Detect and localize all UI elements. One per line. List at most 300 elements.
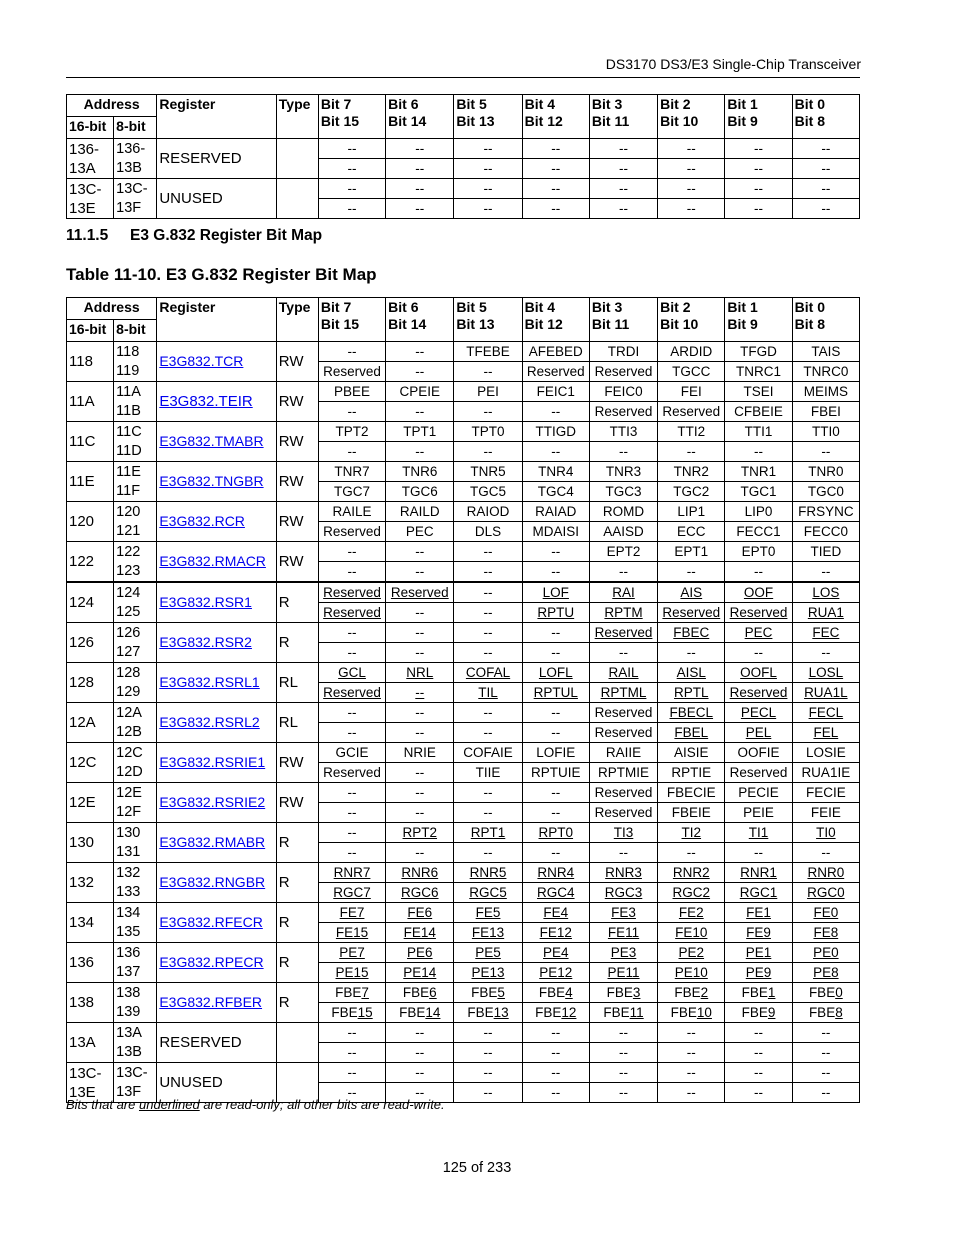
header-bit-high-label: Bit 11 [591, 113, 630, 129]
reserved-bit-map-table [66, 94, 860, 219]
page-number: 125 of 233 [442, 1160, 512, 1176]
bit-name: PE4 [543, 945, 569, 960]
bit-cell [658, 703, 725, 723]
header-bit-0 [792, 95, 859, 139]
bit-cell [658, 402, 725, 422]
bit-cell [658, 663, 725, 683]
register-row [67, 743, 860, 763]
register-type: R [276, 903, 318, 943]
register-link[interactable]: E3G832.RSRL2 [159, 714, 260, 730]
register-link[interactable]: E3G832.TNGBR [159, 473, 264, 489]
register-link[interactable]: E3G832.TEIR [159, 393, 253, 410]
bit-name: RGC4 [537, 885, 575, 900]
bit-cell [658, 823, 725, 843]
bit-name: PE8 [813, 965, 839, 980]
bit-name: TSEI [743, 384, 774, 399]
address-16bit: 13C- 13E [67, 1063, 114, 1103]
address-16bit: 13C- 13E [67, 179, 114, 219]
bit-cell [454, 623, 522, 643]
footnote-underlined-word: underlined [138, 1097, 200, 1112]
bit-name: LIP1 [677, 504, 706, 519]
bit-name: PE1 [745, 945, 772, 960]
bit-cell [658, 462, 725, 482]
bit-name: AISIE [674, 745, 709, 760]
bit-name: FE13 [471, 925, 505, 940]
bit-cell [522, 643, 589, 663]
bit-prefix: FBE [808, 985, 836, 1000]
bit-name: FBECIE [666, 785, 716, 800]
bit-cell [522, 442, 589, 462]
address-16bit: 122 [67, 542, 114, 583]
bit-cell [725, 763, 792, 783]
bit-cell [658, 482, 725, 502]
address-16bit: 136 [67, 943, 114, 983]
bit-cell [318, 863, 385, 883]
bit-cell [792, 703, 859, 723]
bit-name: TTI3 [609, 424, 638, 439]
header-bit-high-label: Bit 14 [388, 316, 427, 332]
header-bit-5 [454, 298, 522, 342]
register-name-cell [157, 703, 276, 743]
bit-cell [725, 139, 792, 159]
bit-cell [658, 1063, 725, 1083]
bit-cell [658, 1003, 725, 1023]
register-name-cell [157, 179, 276, 219]
header-bit-1 [725, 298, 792, 342]
bit-cell [792, 603, 859, 623]
bit-cell [318, 743, 385, 763]
header-bit-low-label: Bit 1 [727, 299, 758, 315]
bit-cell [792, 342, 859, 362]
bit-cell [386, 723, 454, 743]
register-type: R [276, 863, 318, 903]
bit-cell [792, 763, 859, 783]
bit-name: TFGD [740, 344, 777, 359]
bit-cell [725, 1043, 792, 1063]
bit-cell [658, 723, 725, 743]
bit-name: PECL [740, 705, 777, 720]
address-16bit: 126 [67, 623, 114, 663]
bit-name: PE15 [335, 965, 369, 980]
bit-cell [386, 159, 454, 179]
bit-name: RPT1 [470, 825, 506, 840]
register-name: UNUSED [159, 190, 223, 207]
bit-name: -- [347, 1025, 357, 1040]
bit-cell [522, 542, 589, 562]
register-link[interactable]: E3G832.RSRIE2 [159, 794, 266, 810]
bit-cell [589, 1023, 657, 1043]
bit-cell [318, 362, 385, 382]
bit-name: -- [551, 564, 561, 579]
bit-digits: 0 [835, 985, 843, 1000]
bit-cell [658, 923, 725, 943]
bit-prefix: FBE [399, 1005, 426, 1020]
header-bit-low-label: Bit 1 [727, 96, 758, 112]
bit-cell [725, 723, 792, 743]
register-name-cell [157, 663, 276, 703]
bit-name: Reserved [594, 785, 653, 800]
address-8bit: 136- 13B [114, 139, 157, 179]
register-row [67, 823, 860, 843]
bit-name: -- [551, 1065, 561, 1080]
bit-cell [725, 683, 792, 703]
bit-name: -- [619, 1045, 629, 1060]
bit-cell [318, 683, 385, 703]
header-bit-high-label: Bit 8 [794, 113, 826, 129]
bit-cell [386, 1043, 454, 1063]
bit-cell [522, 1063, 589, 1083]
bit-name: TNRC0 [803, 364, 849, 379]
bit-name: COFAL [465, 665, 511, 680]
register-link[interactable]: E3G832.TMABR [159, 433, 264, 449]
bit-cell [522, 983, 589, 1003]
bit-name: -- [347, 825, 357, 840]
register-type: R [276, 623, 318, 663]
bit-cell [658, 422, 725, 442]
bit-cell [454, 199, 522, 219]
bit-name: -- [483, 544, 493, 559]
bit-cell [386, 179, 454, 199]
register-name: UNUSED [159, 1074, 223, 1091]
bit-name: LOFL [538, 665, 573, 680]
bit-cell [792, 482, 859, 502]
bit-name: RGC0 [807, 885, 845, 900]
bit-cell [658, 139, 725, 159]
address-8bit: 13C- 13F [114, 179, 157, 219]
bit-name: Reserved [594, 404, 653, 419]
bit-cell [725, 159, 792, 179]
bit-cell [386, 522, 454, 542]
bit-name: -- [551, 404, 561, 419]
bit-name: FE8 [813, 925, 839, 940]
header-address: Address [67, 298, 157, 320]
register-name-cell [157, 502, 276, 542]
bit-cell [386, 442, 454, 462]
bit-cell [522, 1043, 589, 1063]
bit-name: AAISD [603, 524, 644, 539]
bit-cell [454, 562, 522, 583]
bit-cell [725, 803, 792, 823]
register-name-cell [157, 342, 276, 382]
register-link[interactable]: E3G832.RSR2 [159, 634, 252, 650]
bit-cell [725, 663, 792, 683]
bit-name: -- [686, 141, 696, 156]
register-link[interactable]: E3G832.RSR1 [159, 594, 252, 610]
bit-cell [725, 903, 792, 923]
bit-cell [454, 843, 522, 863]
register-link[interactable]: E3G832.RFBER [159, 994, 263, 1010]
bit-cell [386, 1003, 454, 1023]
bit-cell [318, 1043, 385, 1063]
bit-cell [386, 703, 454, 723]
register-type: R [276, 582, 318, 623]
bit-cell [589, 422, 657, 442]
bit-cell [589, 199, 657, 219]
bit-cell [318, 1023, 385, 1043]
bit-cell [589, 963, 657, 983]
header-rule [66, 77, 860, 78]
bit-name: RGC5 [469, 885, 507, 900]
bit-cell [792, 139, 859, 159]
bit-name: RAIAD [535, 504, 577, 519]
bit-name: TNR0 [808, 464, 844, 479]
bit-name: RNR7 [333, 865, 371, 880]
bit-prefix: FBE [670, 1005, 697, 1020]
bit-name: -- [551, 1025, 561, 1040]
bit-name: -- [415, 564, 425, 579]
header-bit-low-label: Bit 4 [524, 299, 556, 315]
register-link[interactable]: E3G832.RCR [159, 513, 245, 529]
bit-name: DLS [474, 524, 502, 539]
bit-name: -- [619, 201, 629, 216]
bit-name: MEIMS [803, 384, 848, 399]
bit-cell [454, 903, 522, 923]
bit-cell [589, 943, 657, 963]
bit-name: PE5 [475, 945, 501, 960]
bit-cell [589, 562, 657, 583]
bit-name: -- [754, 1065, 764, 1080]
register-type: RW [276, 382, 318, 422]
register-link[interactable]: E3G832.RSRL1 [159, 674, 260, 690]
bit-cell [589, 743, 657, 763]
bit-name: RNR1 [740, 865, 777, 880]
register-link[interactable]: E3G832.TCR [159, 353, 244, 369]
bit-cell [589, 763, 657, 783]
header-bit-high-label: Bit 13 [456, 113, 495, 129]
header-bit-high-label: Bit 9 [727, 113, 758, 129]
bit-cell [386, 663, 454, 683]
bit-cell [454, 362, 522, 382]
bit-cell [792, 159, 859, 179]
bit-cell [589, 179, 657, 199]
bit-cell [454, 703, 522, 723]
bit-name: PEIE [743, 805, 774, 820]
bit-cell [658, 342, 725, 362]
bit-name: -- [686, 1045, 696, 1060]
bit-cell [658, 159, 725, 179]
bit-cell [589, 139, 657, 159]
register-type: RW [276, 462, 318, 502]
bit-prefix: FBE [741, 1005, 768, 1020]
bit-cell [658, 903, 725, 923]
bit-name: TGCC [672, 364, 711, 379]
bit-cell [522, 623, 589, 643]
bit-cell [658, 883, 725, 903]
register-row [67, 983, 860, 1003]
bit-name: Reserved [323, 685, 381, 700]
bit-name: TTI2 [677, 424, 706, 439]
bit-cell [522, 603, 589, 623]
bit-cell [318, 522, 385, 542]
bit-cell [386, 562, 454, 583]
bit-name: LOSIE [805, 745, 846, 760]
register-name-cell [157, 382, 276, 422]
bit-cell [318, 402, 385, 422]
bit-cell [725, 1003, 792, 1023]
bit-cell [725, 923, 792, 943]
register-name-cell [157, 139, 276, 179]
register-name-cell [157, 542, 276, 583]
document-title: DS3170 DS3/E3 Single-Chip Transceiver [605, 56, 861, 72]
bit-cell [792, 923, 859, 943]
bit-cell [454, 943, 522, 963]
bit-name: Reserved [323, 364, 381, 379]
bit-name: Reserved [662, 605, 721, 620]
bit-name: TNR2 [673, 464, 709, 479]
bit-name: -- [415, 1085, 425, 1100]
bit-name: Reserved [323, 585, 381, 600]
register-link[interactable]: E3G832.RSRIE1 [159, 754, 266, 770]
bit-cell [454, 863, 522, 883]
bit-name: -- [347, 725, 357, 740]
bit-name: FE6 [407, 905, 433, 920]
bit-cell [386, 923, 454, 943]
bit-cell [792, 883, 859, 903]
bit-name: FE10 [675, 925, 708, 940]
bit-name: -- [347, 705, 357, 720]
bit-name: -- [619, 181, 629, 196]
bit-cell [792, 823, 859, 843]
bit-cell [386, 683, 454, 703]
bit-cell [386, 863, 454, 883]
bit-cell [318, 159, 385, 179]
address-16bit: 136- 13A [67, 139, 114, 179]
bit-cell [522, 783, 589, 803]
address-16bit: 11E [67, 462, 114, 502]
register-name-cell [157, 422, 276, 462]
bit-cell [792, 803, 859, 823]
bit-cell [658, 1023, 725, 1043]
header-bit-low-label: Bit 7 [320, 96, 352, 112]
bit-name: ECC [677, 524, 706, 539]
bit-name: RAIIE [605, 745, 642, 760]
bit-cell [725, 482, 792, 502]
bit-name: -- [619, 141, 629, 156]
bit-name: -- [551, 544, 561, 559]
bit-name: PE2 [678, 945, 705, 960]
header-bit-1 [725, 95, 792, 139]
header-bit-high-label: Bit 12 [524, 113, 563, 129]
bit-cell [589, 663, 657, 683]
address-8bit: 128 129 [114, 663, 157, 703]
bit-name: -- [754, 1025, 764, 1040]
bit-name: TRDI [607, 344, 640, 359]
bit-cell [386, 502, 454, 522]
bit-cell [454, 1043, 522, 1063]
header-8bit: 8-bit [114, 117, 157, 139]
address-16bit: 124 [67, 582, 114, 623]
bit-cell [522, 1083, 589, 1103]
bit-cell [792, 382, 859, 402]
register-link[interactable]: E3G832.RNGBR [159, 874, 266, 890]
address-8bit: 132 133 [114, 863, 157, 903]
bit-digits: 6 [429, 985, 437, 1000]
bit-name: -- [483, 605, 493, 620]
bit-name: -- [347, 805, 357, 820]
register-link[interactable]: E3G832.RMACR [159, 553, 266, 569]
bit-cell [658, 643, 725, 663]
bit-name: -- [347, 845, 357, 860]
bit-cell [386, 843, 454, 863]
header-bit-7 [318, 298, 385, 342]
register-type [276, 1023, 318, 1063]
header-bit-2 [658, 95, 725, 139]
bit-name: TFEBE [466, 344, 510, 359]
register-name-cell [157, 623, 276, 663]
bit-name: -- [754, 201, 764, 216]
bit-name: PECIE [738, 785, 779, 800]
bit-cell [386, 823, 454, 843]
bit-name: FE0 [813, 905, 839, 920]
bit-cell [792, 643, 859, 663]
bit-digits: 7 [361, 985, 369, 1000]
register-link[interactable]: E3G832.RMABR [159, 834, 266, 850]
bit-name: -- [415, 141, 425, 156]
bit-cell [792, 843, 859, 863]
bit-prefix: FBE [538, 985, 566, 1000]
bit-digits: 3 [632, 985, 641, 1000]
bit-name: Reserved [594, 705, 653, 720]
bit-name: RNR6 [401, 865, 439, 880]
bit-name: -- [415, 544, 425, 559]
bit-name: RPTML [600, 685, 647, 700]
bit-cell [454, 683, 522, 703]
bit-name: TNRC1 [736, 364, 782, 379]
bit-name: -- [347, 404, 357, 419]
bit-name: RPTMIE [598, 765, 650, 780]
register-row [67, 1023, 860, 1043]
bit-name: -- [821, 564, 831, 579]
bit-cell [522, 883, 589, 903]
bit-digits: 13 [493, 1005, 509, 1020]
bit-cell [318, 823, 385, 843]
bit-cell [454, 462, 522, 482]
bit-name: RGC6 [401, 885, 439, 900]
register-row [67, 863, 860, 883]
register-name-cell [157, 903, 276, 943]
bit-name: -- [483, 705, 493, 720]
bit-cell [589, 402, 657, 422]
bit-name: Reserved [729, 685, 788, 700]
bit-cell [454, 422, 522, 442]
bit-name: TGC7 [334, 484, 371, 499]
bit-cell [725, 179, 792, 199]
register-link[interactable]: E3G832.RPECR [159, 954, 264, 970]
section-title: E3 G.832 Register Bit Map [130, 227, 323, 244]
bit-cell [318, 723, 385, 743]
bit-name: -- [415, 685, 425, 700]
register-name-cell [157, 823, 276, 863]
bit-cell [725, 743, 792, 763]
bit-cell [658, 983, 725, 1003]
bit-cell [658, 522, 725, 542]
bit-name: Reserved [594, 625, 653, 640]
register-link[interactable]: E3G832.RFECR [159, 914, 263, 930]
bit-name: PE7 [339, 945, 365, 960]
bit-digits: 12 [561, 1005, 577, 1020]
register-type: R [276, 983, 318, 1023]
bit-cell [658, 502, 725, 522]
bit-cell [589, 542, 657, 562]
bit-name: -- [754, 645, 764, 660]
bit-name: PEI [477, 384, 499, 399]
bit-name: PEC [405, 524, 434, 539]
bit-name: RNR3 [605, 865, 642, 880]
bit-name: Reserved [594, 364, 653, 379]
bit-name: -- [686, 1085, 696, 1100]
register-type: R [276, 943, 318, 983]
bit-cell [318, 763, 385, 783]
